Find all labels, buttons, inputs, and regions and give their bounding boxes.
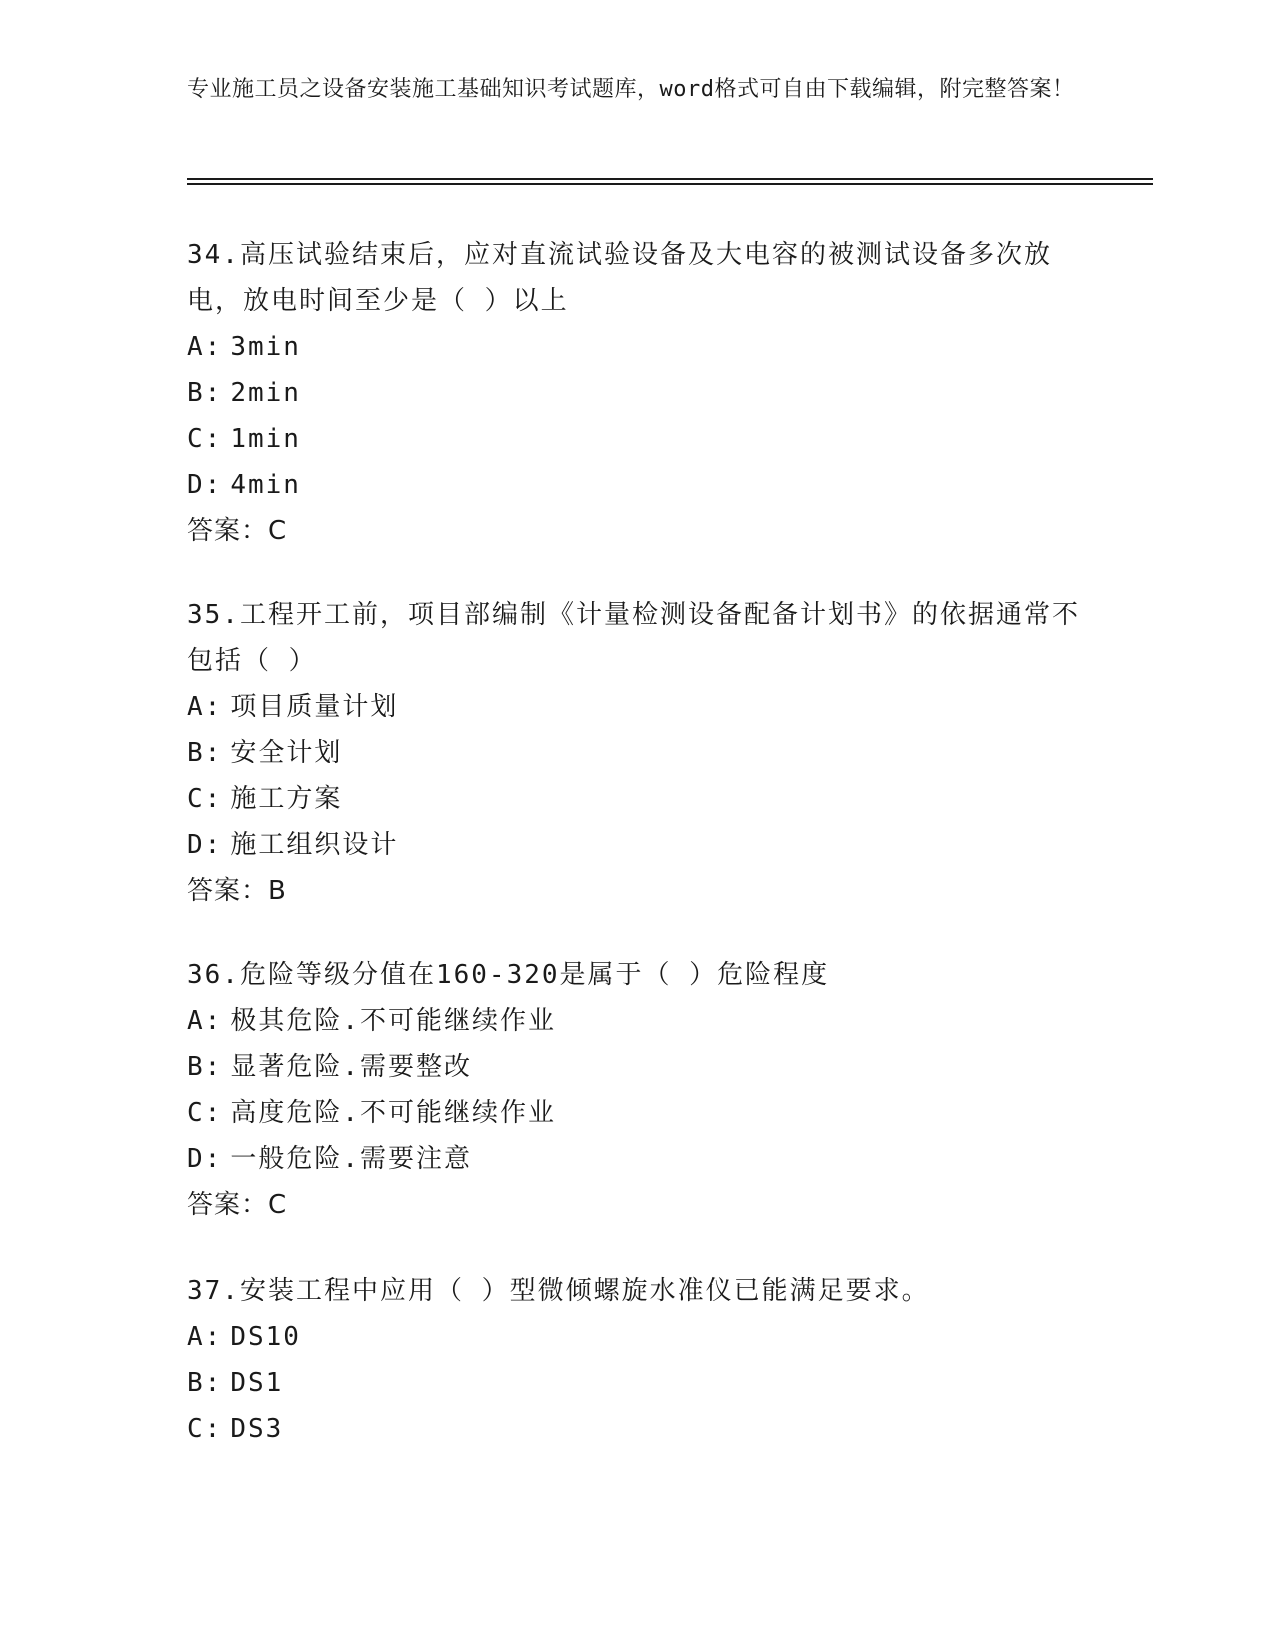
option-a [187,324,1087,370]
option-letter: B: [187,1052,223,1082]
question-37 [187,1268,1087,1452]
option-letter: D: [187,470,223,500]
option-b [187,1044,1087,1090]
option-b [187,730,1087,776]
option-c [187,1406,1087,1452]
option-letter: A: [187,332,223,362]
option-letter: C: [187,784,223,814]
option-text: 安全计划 [230,738,343,768]
option-text: 1min [230,424,301,454]
option-text: 显著危险.需要整改 [230,1052,472,1082]
option-text: 4min [230,470,301,500]
answer-line: 答案：B [187,876,287,906]
option-a [187,684,1087,730]
question-stem: 35.工程开工前，项目部编制《计量检测设备配备计划书》的依据通常不包括（ ） [187,600,1080,676]
option-c [187,1090,1087,1136]
option-d [187,822,1087,868]
option-d [187,1136,1087,1182]
option-text: 2min [230,378,301,408]
option-text: 项目质量计划 [230,692,399,722]
question-stem: 36.危险等级分值在160-320是属于（ ）危险程度 [187,960,830,990]
option-a [187,1314,1087,1360]
answer-line: 答案：C [187,1190,288,1220]
option-text: DS3 [230,1414,284,1444]
option-letter: C: [187,1414,223,1444]
option-b [187,370,1087,416]
option-text: 施工方案 [230,784,343,814]
option-letter: D: [187,830,223,860]
option-text: 施工组织设计 [230,830,399,860]
question-34 [187,232,1087,554]
option-letter: D: [187,1144,223,1174]
option-letter: C: [187,1098,223,1128]
question-stem: 37.安装工程中应用（ ）型微倾螺旋水准仪已能满足要求。 [187,1276,930,1306]
option-text: 高度危险.不可能继续作业 [230,1098,556,1128]
option-letter: B: [187,1368,223,1398]
option-b [187,1360,1087,1406]
option-text: DS1 [230,1368,284,1398]
answer-line: 答案：C [187,516,288,546]
option-letter: B: [187,738,223,768]
option-text: 3min [230,332,301,362]
option-a [187,998,1087,1044]
option-c [187,776,1087,822]
question-35 [187,592,1087,914]
option-text: DS10 [230,1322,301,1352]
header-rule-top [187,178,1153,180]
option-text: 极其危险.不可能继续作业 [230,1006,556,1036]
question-stem: 34.高压试验结束后，应对直流试验设备及大电容的被测试设备多次放电，放电时间至少是（ ）以上 [187,240,1052,316]
option-letter: A: [187,1322,223,1352]
question-36 [187,952,1087,1228]
document-header: 专业施工员之设备安装施工基础知识考试题库，word格式可自由下载编辑，附完整答案！ [187,77,1075,102]
option-d [187,462,1087,508]
option-letter: A: [187,692,223,722]
header-rule-bottom [187,183,1153,185]
option-letter: C: [187,424,223,454]
option-letter: B: [187,378,223,408]
option-text: 一般危险.需要注意 [230,1144,472,1174]
option-c [187,416,1087,462]
option-letter: A: [187,1006,223,1036]
